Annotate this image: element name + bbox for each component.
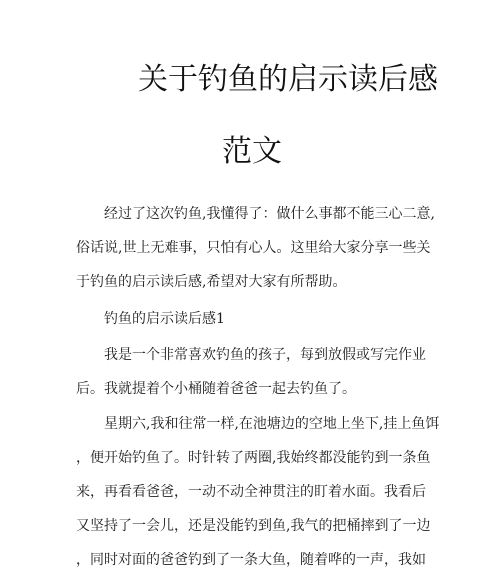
paragraph-line: 我是一个非常喜欢钓鱼的孩子，每到放假或写完作业 (76, 347, 426, 363)
paragraph-line: 俗话说,世上无难事，只怕有心人。这里给大家分享一些关 (76, 240, 431, 256)
document-title-line-1: 关于钓鱼的启示读后感 (138, 62, 438, 97)
paragraph-line: ，同时对面的爸爸钓到了一条大鱼，随着哗的一声，我如 (76, 552, 426, 568)
paragraph-line: 后。我就提着个小桶随着爸爸一起去钓鱼了。 (76, 381, 356, 397)
paragraph-line: 来，再看看爸爸，一动不动全神贯注的盯着水面。我看后 (76, 484, 426, 500)
paragraph-line: 星期六,我和往常一样,在池塘边的空地上坐下,挂上鱼饵 (76, 416, 440, 432)
paragraph-line: ，便开始钓鱼了。时针转了两圈,我始终都没能钓到一条鱼 (76, 450, 431, 466)
section-heading: 钓鱼的启示读后感1 (76, 311, 225, 327)
paragraph-line: 又坚持了一会儿，还是没能钓到鱼,我气的把桶摔到了一边 (76, 518, 431, 534)
paragraph-line: 经过了这次钓鱼,我懂得了：做什么事都不能三心二意, (76, 206, 435, 222)
document-title-line-2: 范文 (222, 134, 282, 169)
paragraph-line: 于钓鱼的启示读后感,希望对大家有所帮助。 (76, 274, 347, 290)
